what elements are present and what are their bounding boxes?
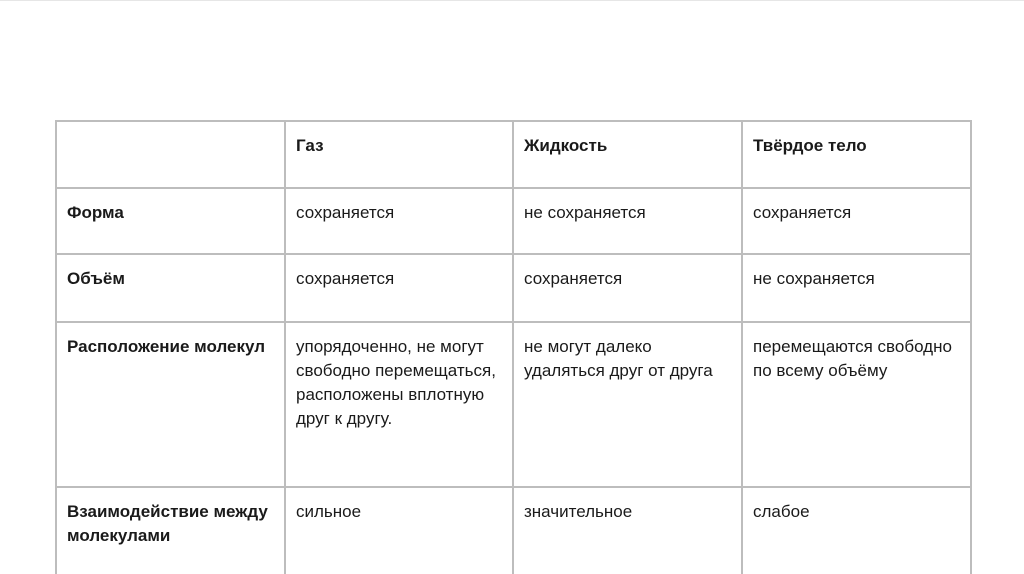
table-cell: не сохраняется [513,188,742,254]
table-cell: сохраняется [285,254,513,322]
comparison-table [55,120,972,574]
table-cell: сильное [285,487,513,574]
table-cell: значительное [513,487,742,574]
table-cell: сохраняется [742,188,971,254]
table-row [56,322,971,487]
table-cell: сохраняется [513,254,742,322]
row-label-interaction: Взаимодействие между молекулами [56,487,285,574]
row-label-volume: Объём [56,254,285,322]
header-cell-gas: Газ [285,121,513,188]
row-label-shape: Форма [56,188,285,254]
table-cell: упорядоченно, не могут свободно перемещаться, расположены вплотную друг к другу. [285,322,513,487]
header-cell-empty [56,121,285,188]
row-label-arrangement: Расположение молекул [56,322,285,487]
table-cell: не сохраняется [742,254,971,322]
table-cell: слабое [742,487,971,574]
header-cell-liquid: Жидкость [513,121,742,188]
table-cell: не могут далеко удаляться друг от друга [513,322,742,487]
table-row [56,188,971,254]
table-header-row [56,121,971,188]
table-cell: перемещаются свободно по всему объёму [742,322,971,487]
table-row [56,254,971,322]
header-cell-solid: Твёрдое тело [742,121,971,188]
table-row [56,487,971,574]
table-cell: сохраняется [285,188,513,254]
